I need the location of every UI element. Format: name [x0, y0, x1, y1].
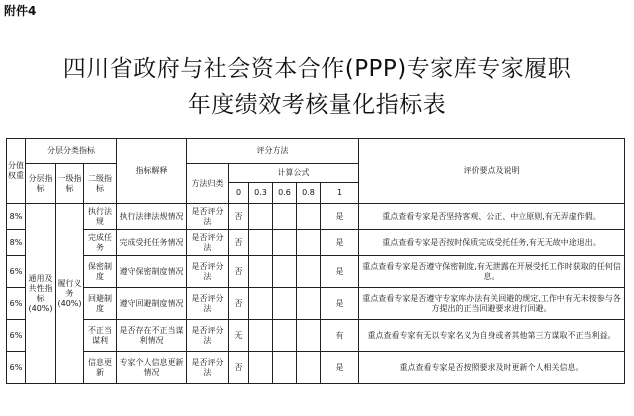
- group-level1: 履行义务(40%): [56, 204, 84, 384]
- row-notes: 重点查看专家是否按时保质完成受托任务,有无无故中途退出。: [359, 230, 625, 256]
- row-score-0.8: [297, 320, 321, 352]
- row-score-0.3: [249, 288, 273, 320]
- row-notes: 重点查看专家是否按照要求及时更新个人相关信息。: [359, 352, 625, 384]
- row-method: 是否评分法: [187, 204, 229, 230]
- row-method: 是否评分法: [187, 288, 229, 320]
- row-score-0.8: [297, 352, 321, 384]
- row-score-1: 是: [321, 288, 359, 320]
- row-score-1: 是: [321, 352, 359, 384]
- header-layer-index: 分层分类指标: [26, 139, 117, 164]
- row-level2: 信息更新: [84, 352, 117, 384]
- row-explain: 专家个人信息更新情况: [117, 352, 187, 384]
- row-score-0.3: [249, 204, 273, 230]
- row-score-0.3: [249, 320, 273, 352]
- header-level1: 一级指标: [56, 164, 84, 204]
- row-score-0.3: [249, 256, 273, 288]
- row-score-0.8: [297, 288, 321, 320]
- row-score-0: 否: [229, 204, 249, 230]
- row-explain: 是否存在不正当谋利情况: [117, 320, 187, 352]
- row-level2: 不正当谋利: [84, 320, 117, 352]
- row-score-0: 否: [229, 256, 249, 288]
- row-weight: 8%: [7, 204, 26, 230]
- row-score-0.6: [273, 320, 297, 352]
- row-method: 是否评分法: [187, 230, 229, 256]
- row-level2: 完成任务: [84, 230, 117, 256]
- row-score-0.6: [273, 204, 297, 230]
- row-score-0.6: [273, 256, 297, 288]
- group-layer: 通用及共性指标(40%): [26, 204, 56, 384]
- row-weight: 6%: [7, 288, 26, 320]
- row-notes: 重点查看专家是否遵守保密制度,有无泄露在开展受托工作时获取的任何信息。: [359, 256, 625, 288]
- row-explain: 执行法律法规情况: [117, 204, 187, 230]
- header-formula-0.8: 0.8: [297, 183, 321, 204]
- row-score-0.8: [297, 230, 321, 256]
- indicator-table: [6, 138, 625, 384]
- table-row: [7, 320, 625, 352]
- header-layer: 分层指标: [26, 164, 56, 204]
- row-score-0.6: [273, 352, 297, 384]
- row-score-0: 否: [229, 230, 249, 256]
- row-score-0.3: [249, 352, 273, 384]
- table-row: [7, 230, 625, 256]
- row-notes: 重点查看专家是否遵守专家库办法有关回避的规定,工作中有无未按参与各方提出的正当回避要求进行回避。: [359, 288, 625, 320]
- row-score-0: 否: [229, 352, 249, 384]
- row-explain: 遵守回避制度情况: [117, 288, 187, 320]
- row-weight: 8%: [7, 230, 26, 256]
- header-explain: 指标解释: [117, 139, 187, 204]
- row-score-1: 是: [321, 204, 359, 230]
- row-method: 是否评分法: [187, 320, 229, 352]
- row-level2: 回避制度: [84, 288, 117, 320]
- header-scoring-method: 评分方法: [187, 139, 359, 164]
- table-row: [7, 352, 625, 384]
- row-score-1: 有: [321, 320, 359, 352]
- document-title-line-1: 四川省政府与社会资本合作(PPP)专家库专家履职: [62, 56, 572, 82]
- row-score-0: 无: [229, 320, 249, 352]
- header-formula-1: 1: [321, 183, 359, 204]
- row-explain: 完成受托任务情况: [117, 230, 187, 256]
- header-level2: 二级指标: [84, 164, 117, 204]
- table-row: [7, 204, 625, 230]
- document-title-line-2: 年度绩效考核量化指标表: [187, 92, 447, 118]
- header-formula-0: 0: [229, 183, 249, 204]
- table-row: [7, 288, 625, 320]
- row-notes: 重点查看专家是否坚持客观、公正、中立原则,有无弄虚作假。: [359, 204, 625, 230]
- header-method-type: 方法归类: [187, 164, 229, 204]
- table-row: [7, 256, 625, 288]
- row-weight: 6%: [7, 320, 26, 352]
- row-score-0.8: [297, 256, 321, 288]
- row-method: 是否评分法: [187, 352, 229, 384]
- row-score-0.6: [273, 230, 297, 256]
- header-formula-0.3: 0.3: [249, 183, 273, 204]
- header-formula: 计算公式: [229, 164, 359, 183]
- row-notes: 重点查看专家有无以专家名义为自身或者其他第三方谋取不正当利益。: [359, 320, 625, 352]
- row-score-0: 否: [229, 288, 249, 320]
- row-level2: 执行法规: [84, 204, 117, 230]
- header-row-1: [7, 139, 625, 164]
- attachment-label: 附件4: [4, 4, 37, 18]
- row-weight: 6%: [7, 256, 26, 288]
- header-weight: 分值权重: [7, 139, 26, 204]
- row-score-0.6: [273, 288, 297, 320]
- header-formula-0.6: 0.6: [273, 183, 297, 204]
- header-notes: 评价要点及说明: [359, 139, 625, 204]
- row-score-0.8: [297, 204, 321, 230]
- row-weight: 6%: [7, 352, 26, 384]
- row-score-1: 是: [321, 256, 359, 288]
- row-level2: 保密制度: [84, 256, 117, 288]
- row-explain: 遵守保密制度情况: [117, 256, 187, 288]
- row-score-1: 是: [321, 230, 359, 256]
- row-score-0.3: [249, 230, 273, 256]
- row-method: 是否评分法: [187, 256, 229, 288]
